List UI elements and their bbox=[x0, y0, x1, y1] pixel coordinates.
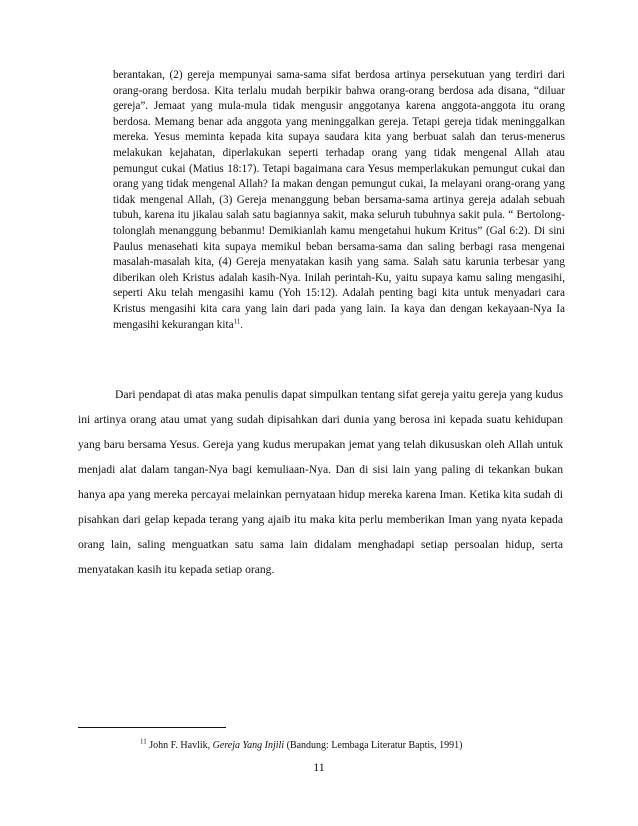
footnote-separator bbox=[78, 727, 226, 728]
footnote-number: 11 bbox=[140, 737, 147, 746]
block-quote: berantakan, (2) gereja mempunyai sama-sama sifat berdosa artinya persekutuan yang terdiri dari orang-orang berdosa. Kita terlalu mudah berpikir bahwa orang-orang berdosa ada disana, “diluar gereja”. Jemaat yang mula-mula tidak mengusir anggotanya karena anggota-anggota itu orang berdosa. Memang benar ada anggota yang meninggalkan gereja. Tetapi gereja tidak meninggalkan mereka. Yesus meminta kepada kita supaya saudara kita yang berbuat salah dan terus-menerus melakukan kejahatan, diperlakukan seperti terhadap orang yang tidak mengenal Allah atau pemungut cukai (Matius 18:17). Tetapi bagaimana cara Yesus memperlakukan pemungut cukai dan orang yang tidak mengenal Allah? Ia makan dengan pemungut cukai, Ia melayani orang-orang yang tidak mengenal Allah, (3) Gereja menanggung beban bersama-sama artinya gereja adalah sebuah tubuh, karena itu jikalau salah satu bagiannya sakit, maka seluruh tubuhnya sakit pula. “ Bertolong-tolonglah menanggung bebanmu! Demikianlah kamu mengetahui hukum Kritus” (Gal 6:2). Di sini Paulus menasehati kita supaya memikul beban bersama-sama dan saling berbagi rasa mengenai masalah-masalah kita, (4) Gereja menyatakan kasih yang sama. Salah satu karunia terbesar yang diberikan oleh Kristus adalah kasih-Nya. Inilah perintah-Ku, yaitu supaya kamu saling mengasihi, seperti Aku telah mengasihi kamu (Yoh 15:12). Adalah penting bagi kita untuk menyadari cara Kristus mengasihi kita cara yang lain dari pada yang lain. Ia kaya dan dengan kekayaan-Nya Ia mengasihi kekurangan kita$^{11}$. bbox=[113, 69, 565, 331]
footnote-reference[interactable]: 11 bbox=[233, 316, 241, 325]
footnote-title: Gereja Yang Injili bbox=[212, 740, 285, 751]
footnote-author: John F. Havlik, bbox=[149, 740, 211, 751]
block-quote-text: berantakan, (2) gereja mempunyai sama-sama sifat berdosa artinya persekutuan yang terdiri dari orang-orang berdosa. Kita terlalu mudah berpikir bahwa orang-orang berdosa ada disana, “diluar gereja”. Jemaat yang mula-mula tidak mengusir anggotanya karena anggota-anggota itu orang berdosa. Memang benar ada anggota yang meninggalkan gereja. Tetapi gereja tidak meninggalkan mereka. Yesus meminta kepada kita supaya saudara kita yang berbuat salah dan terus-menerus melakukan kejahatan, diperlakukan seperti terhadap orang yang tidak mengenal Allah atau pemungut cukai (Matius 18:17). Tetapi bagaimana cara Yesus memperlakukan pemungut cukai dan orang yang tidak mengenal Allah? Ia makan dengan pemungut cukai, Ia melayani orang-orang yang tidak mengenal Allah, (3) Gereja menanggung beban bersama-sama artinya gereja adalah sebuah tubuh, karena itu jikalau salah satu bagiannya sakit, maka seluruh tubuhnya sakit pula. “ Bertolong-tolonglah menanggung bebanmu! Demikianlah kamu mengetahui hukum Kritus” (Gal 6:2). Di sini Paulus menasehati kita supaya memikul beban bersama-sama dan saling berbagi rasa mengenai masalah-masalah kita, (4) Gereja menyatakan kasih yang sama. Salah satu karunia terbesar yang diberikan oleh Kristus adalah kasih-Nya. Inilah perintah-Ku, yaitu supaya kamu saling mengasihi, seperti Aku telah mengasihi kamu (Yoh 15:12). Adalah penting bagi kita untuk menyadari cara Kristus mengasihi kita cara yang lain dari pada yang lain. Ia kaya dan dengan kekayaan-Nya Ia mengasihi kekurangan kita bbox=[113, 69, 565, 331]
footnote-publication: (Bandung: Lembaga Literatur Baptis, 1991) bbox=[286, 740, 463, 751]
page-number: 11 bbox=[313, 760, 325, 774]
body-paragraph: Dari pendapat di atas maka penulis dapat simpulkan tentang sifat gereja yaitu gereja yang kudus ini artinya orang atau umat yang sudah dipisahkan dari dunia yang berosa ini kepada suatu kehidupan yang baru bersama Yesus. Gereja yang kudus merupakan jemat yang telah dikususkan oleh Allah untuk menjadi alat dalam tangan-Nya bagi kemuliaan-Nya. Dan di sisi lain yang paling di tekankan bukan hanya apa yang mereka percayai melainkan pernyataan hidup mereka karena Iman. Ketika kita sudah di pisahkan dari gelap kepada terang yang ajaib itu maka kita perlu memberikan Iman yang nyata kepada orang lain, saling menguatkan satu sama lain didalam menghadapi setiap persoalan hidup, serta menyatakan kasih itu kepada setiap orang. bbox=[78, 388, 563, 576]
footnote bbox=[140, 739, 570, 752]
